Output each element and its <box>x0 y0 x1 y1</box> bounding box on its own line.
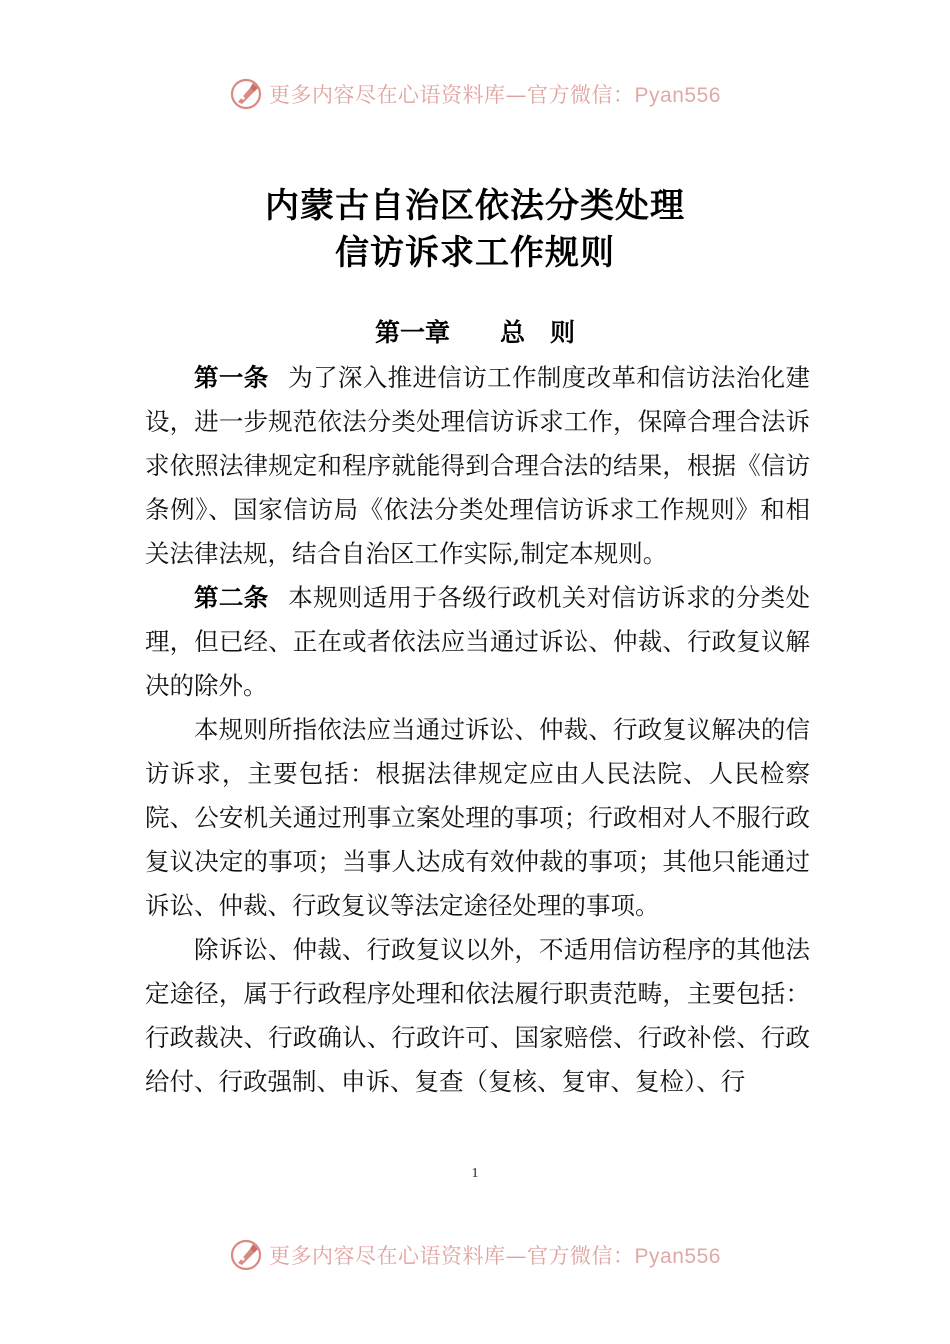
article-text: 本规则适用于各级行政机关对信访诉求的分类处理，但已经、正在或者依法应当通过诉讼、仲裁、行政复议解决的除外。 <box>145 583 811 700</box>
document-body <box>145 356 810 1104</box>
watermark-wechat-id: Pyan556 <box>634 1245 721 1268</box>
watermark-header <box>0 74 950 114</box>
article-1 <box>145 356 810 576</box>
pen-nib-logo-icon <box>229 1238 263 1272</box>
pen-nib-logo-icon <box>229 77 263 111</box>
article-text: 为了深入推进信访工作制度改革和信访法治化建设，进一步规范依法分类处理信访诉求工作，保障合理合法诉求依照法律规定和程序就能得到合理合法的结果，根据《信访条例》、国家信访局《依法分类处理信访诉求工作规则》和相关法律法规，结合自治区工作实际,制定本规则。 <box>145 363 811 568</box>
paragraph: 除诉讼、仲裁、行政复议以外，不适用信访程序的其他法定途径，属于行政程序处理和依法履行职责范畴，主要包括：行政裁决、行政确认、行政许可、国家赔偿、行政补偿、行政给付、行政强制、申诉、复查（复核、复审、复检）、行 <box>145 935 810 1096</box>
document-title-line1: 内蒙古自治区依法分类处理 <box>265 186 685 226</box>
paragraph: 本规则所指依法应当通过诉讼、仲裁、行政复议解决的信访诉求，主要包括：根据法律规定应由人民法院、人民检察院、公安机关通过刑事立案处理的事项；行政相对人不服行政复议决定的事项；当事人达成有效仲裁的事项；其他只能通过诉讼、仲裁、行政复议等法定途径处理的事项。 <box>145 715 810 920</box>
watermark-text: 更多内容尽在心语资料库—官方微信：Pyan556 <box>269 1244 721 1268</box>
page-number: 1 <box>471 1166 479 1181</box>
watermark-wechat-id: Pyan556 <box>634 84 721 107</box>
article-label: 第二条 <box>194 583 269 612</box>
watermark-footer <box>0 1235 950 1275</box>
document-title-line2: 信访诉求工作规则 <box>335 233 615 273</box>
chapter-heading: 第一章 总 则 <box>374 318 575 347</box>
article-label: 第一条 <box>194 363 269 392</box>
article-2 <box>145 576 810 708</box>
watermark-text: 更多内容尽在心语资料库—官方微信：Pyan556 <box>269 83 721 107</box>
